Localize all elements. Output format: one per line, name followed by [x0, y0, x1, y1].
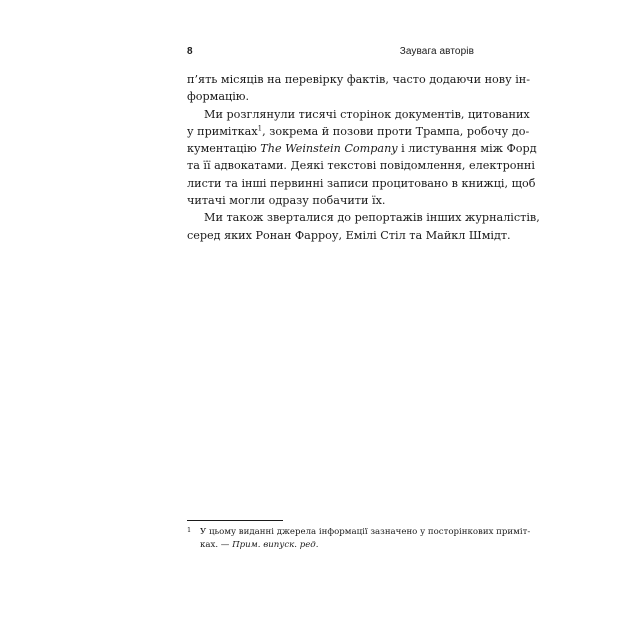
page-header: [187, 46, 474, 60]
text-line: п’ять місяців на перевірку фактів, часто додаючи нову ін-: [187, 73, 531, 86]
text-fragment: , зокрема й позови проти Трампа, робочу до-: [262, 124, 530, 138]
text-line: Ми також зверталися до репортажів інших журналістів,: [204, 211, 540, 225]
footnote-mark: 1: [187, 526, 192, 534]
text-line: читачі могли одразу побачити їх.: [187, 194, 386, 208]
text-fragment: і листування між Форд: [397, 142, 537, 156]
text-line: [187, 140, 537, 157]
footnote-line: У цьому виданні джерела інформації зазначено у посторінкових приміт-: [200, 527, 531, 537]
text-line: формацію.: [187, 90, 250, 104]
footnote-line: [187, 539, 474, 552]
text-fragment: ках. —: [200, 540, 233, 550]
running-title: Заувага авторів: [399, 46, 474, 57]
text-fragment: кументацію: [187, 142, 261, 156]
text-line: [187, 123, 530, 140]
footnote-divider: [187, 520, 283, 521]
editor-note-italic: Прим. випуск. ред.: [232, 540, 319, 550]
paragraph-1: [187, 71, 531, 106]
text-fragment: у примітках: [187, 124, 258, 138]
company-name-italic: The Weinstein Company: [260, 142, 398, 156]
footnote-reference[interactable]: 1: [257, 124, 263, 133]
page-number: 8: [187, 46, 193, 57]
text-line: серед яких Ронан Фарроу, Емілі Стіл та Майкл Шмідт.: [187, 228, 511, 242]
text-line: Ми розглянули тисячі сторінок документів, цитованих: [204, 107, 530, 121]
paragraph-2: [187, 106, 537, 210]
paragraph-3: [187, 209, 540, 244]
footnote: [187, 526, 531, 552]
text-line: листи та інші первинні записи процитовано в книжці, щоб: [187, 176, 536, 190]
text-line: та її адвокатами. Деякі текстові повідомлення, електронні: [187, 159, 535, 173]
body-text: [187, 71, 540, 244]
